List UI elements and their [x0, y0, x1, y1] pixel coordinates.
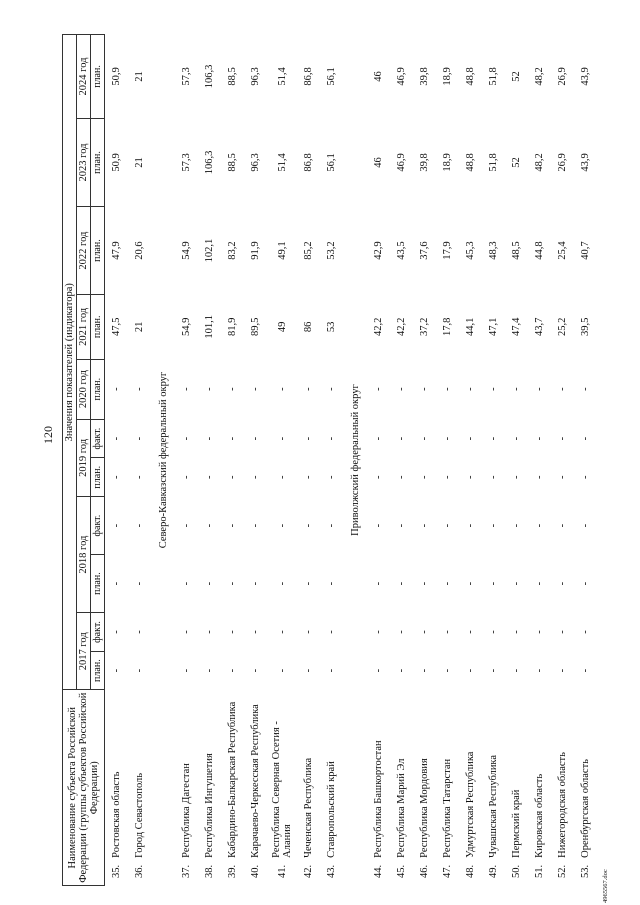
indicator-value: 49,1: [276, 241, 288, 260]
indicator-value: -: [396, 475, 407, 479]
indicator-value: -: [326, 436, 337, 441]
rotated-table-container: [62, 34, 612, 886]
indicator-value: -: [396, 630, 407, 634]
year-header-2024: 2024 год: [77, 35, 91, 119]
indicator-value: -: [250, 475, 261, 479]
row-number: 48.: [465, 864, 476, 878]
indicator-value: 48,2: [534, 67, 545, 86]
indicator-value: 45,3: [465, 241, 476, 260]
indicator-value: -: [276, 387, 288, 391]
indicator-value: -: [276, 475, 288, 479]
row-number: 47.: [442, 864, 453, 878]
indicator-value: -: [227, 387, 238, 391]
indicator-value: 44,1: [465, 317, 476, 337]
indicator-value: 86,8: [303, 153, 314, 172]
table-row: [459, 35, 482, 886]
indicator-value: 106,3: [204, 64, 215, 89]
subheader-plan: план.: [91, 651, 105, 690]
page-number: 120: [41, 426, 55, 444]
indicator-value: -: [488, 630, 499, 634]
indicator-value: -: [373, 581, 384, 586]
indicator-value: -: [557, 387, 568, 391]
indicator-value: 21: [134, 321, 145, 333]
indicator-value: -: [326, 630, 337, 634]
indicator-value: -: [465, 475, 476, 479]
year-header-2019: 2019 год: [77, 419, 91, 496]
indicator-value: -: [419, 668, 430, 673]
indicator-value: -: [326, 475, 337, 479]
indicator-value: 39,8: [419, 153, 430, 172]
indicator-value: -: [134, 475, 145, 479]
subheader-plan: план.: [91, 555, 105, 613]
row-number: 51.: [534, 864, 545, 878]
table-body: [105, 35, 598, 886]
indicator-value: -: [111, 581, 122, 586]
indicator-value: -: [419, 387, 430, 391]
indicator-value: 48,5: [511, 241, 522, 260]
indicator-value: -: [373, 387, 384, 391]
indicator-value: -: [373, 523, 384, 528]
indicator-value: -: [250, 523, 261, 528]
indicator-value: -: [227, 630, 238, 634]
indicator-value: 83,2: [227, 241, 238, 260]
table-row: [505, 35, 528, 886]
indicator-value: -: [442, 436, 453, 441]
indicator-value: -: [326, 387, 337, 391]
indicator-value: -: [511, 668, 522, 673]
indicator-value: 50,9: [111, 67, 122, 86]
subheader-fact: факт.: [91, 613, 105, 652]
indicator-value: 106,3: [204, 150, 215, 175]
indicator-value: -: [276, 668, 288, 673]
indicator-value: 39,8: [419, 67, 430, 86]
indicator-value: 51,4: [276, 153, 288, 172]
indicator-value: -: [396, 387, 407, 391]
indicator-value: -: [276, 630, 288, 634]
table-row: [267, 35, 297, 886]
indicator-value: -: [396, 581, 407, 586]
year-header-2017: 2017 год: [77, 613, 91, 690]
indicator-value: 49: [276, 321, 288, 333]
indicator-value: 85,2: [303, 241, 314, 260]
indicator-value: 18,9: [442, 67, 453, 86]
indicator-value: -: [465, 387, 476, 391]
indicator-value: -: [557, 523, 568, 528]
year-header-2018: 2018 год: [77, 497, 91, 613]
indicator-value: -: [181, 581, 192, 586]
indicator-value: -: [534, 475, 545, 479]
indicator-table: [62, 34, 597, 886]
indicator-value: -: [250, 630, 261, 634]
indicator-value: 51,4: [276, 67, 288, 86]
indicator-value: -: [442, 668, 453, 673]
indicator-value: 37,6: [419, 241, 430, 260]
indicator-value: -: [250, 668, 261, 673]
indicator-value: 53: [326, 321, 337, 333]
indicator-value: 52: [511, 71, 522, 82]
indicator-value: -: [442, 581, 453, 586]
table-row: [574, 35, 597, 886]
indicator-values-header: Значения показателей (индикатора): [63, 35, 77, 690]
indicator-value: -: [204, 475, 215, 479]
indicator-value: -: [303, 387, 314, 391]
subheader-plan: план.: [91, 35, 105, 119]
region-name-header: Наименование субъекта Российской Федерации (группы субъектов Российской Федерации): [63, 690, 105, 886]
indicator-value: -: [511, 436, 522, 441]
indicator-value: 86: [303, 321, 314, 333]
row-number: 50.: [511, 864, 522, 878]
indicator-value: -: [326, 581, 337, 586]
row-number: 36.: [134, 864, 145, 878]
indicator-value: -: [511, 387, 522, 391]
indicator-value: -: [250, 436, 261, 441]
indicator-value: -: [465, 436, 476, 441]
indicator-value: -: [111, 668, 122, 673]
region-name: Республика Татарстан: [442, 758, 453, 858]
indicator-value: -: [465, 581, 476, 586]
document-filename: 4965567.doc: [602, 869, 609, 903]
indicator-value: -: [488, 436, 499, 441]
federal-district-heading: Северо-Кавказский федеральный округ: [157, 371, 169, 549]
indicator-value: -: [227, 475, 238, 479]
row-number: 42.: [303, 864, 314, 878]
indicator-value: 46: [373, 157, 384, 168]
indicator-value: -: [227, 436, 238, 441]
indicator-value: -: [580, 436, 591, 441]
region-name: Оренбургская область: [580, 759, 591, 858]
indicator-value: 46,9: [396, 153, 407, 172]
region-name: Карачаево-Черкесская Республика: [250, 704, 261, 858]
indicator-value: -: [465, 668, 476, 673]
indicator-value: -: [303, 581, 314, 586]
indicator-value: -: [511, 581, 522, 586]
indicator-value: -: [396, 436, 407, 441]
indicator-value: 25,4: [557, 241, 568, 260]
indicator-value: 26,9: [557, 153, 568, 172]
indicator-value: -: [511, 630, 522, 634]
table-row: [221, 35, 244, 886]
indicator-value: -: [442, 475, 453, 479]
federal-district-heading: Приволжский федеральный округ: [349, 384, 361, 536]
indicator-value: -: [488, 668, 499, 673]
indicator-value: -: [419, 436, 430, 441]
indicator-value: -: [534, 668, 545, 673]
indicator-value: -: [303, 475, 314, 479]
indicator-value: 43,7: [534, 317, 545, 337]
indicator-value: -: [276, 523, 288, 528]
indicator-value: -: [181, 436, 192, 441]
indicator-value: -: [181, 387, 192, 391]
indicator-value: -: [276, 581, 288, 586]
indicator-value: -: [488, 387, 499, 391]
indicator-value: -: [488, 523, 499, 528]
indicator-value: -: [134, 387, 145, 391]
indicator-value: -: [373, 668, 384, 673]
table-row: [128, 35, 151, 886]
indicator-value: -: [134, 581, 145, 586]
indicator-value: -: [557, 475, 568, 479]
indicator-value: 44,8: [534, 241, 545, 260]
region-name: Пермский край: [511, 789, 522, 858]
indicator-value: -: [303, 630, 314, 634]
indicator-value: -: [511, 475, 522, 479]
indicator-value: 96,3: [250, 153, 261, 172]
region-name: Город Севастополь: [134, 772, 145, 858]
indicator-value: -: [181, 475, 192, 479]
row-number: 38.: [204, 864, 215, 878]
indicator-value: -: [419, 581, 430, 586]
subheader-fact: факт.: [91, 419, 105, 458]
table-row: [244, 35, 267, 886]
indicator-value: 86,8: [303, 67, 314, 86]
table-row: [105, 35, 129, 886]
indicator-value: -: [534, 581, 545, 586]
indicator-value: 42,2: [396, 317, 407, 337]
indicator-value: 102,1: [204, 238, 215, 263]
year-header-2021: 2021 год: [77, 295, 91, 359]
table-row: [528, 35, 551, 886]
indicator-value: -: [250, 581, 261, 586]
table-row: [198, 35, 221, 886]
indicator-value: -: [276, 436, 288, 441]
indicator-value: -: [326, 668, 337, 673]
row-number: 41.: [276, 864, 288, 878]
indicator-value: 26,9: [557, 67, 568, 86]
indicator-value: -: [488, 475, 499, 479]
indicator-value: -: [181, 630, 192, 634]
indicator-value: 88,5: [227, 153, 238, 172]
row-number: 35.: [111, 864, 122, 878]
indicator-value: 43,5: [396, 241, 407, 260]
row-number: 45.: [396, 864, 407, 878]
indicator-value: -: [227, 523, 238, 528]
indicator-value: -: [580, 475, 591, 479]
indicator-value: -: [111, 523, 122, 528]
indicator-value: 40,7: [580, 241, 591, 260]
indicator-value: -: [227, 668, 238, 673]
indicator-value: -: [134, 523, 145, 528]
indicator-value: 48,3: [488, 241, 499, 260]
indicator-value: 54,9: [181, 241, 192, 260]
table-header: [63, 35, 105, 886]
indicator-value: -: [204, 387, 215, 391]
indicator-value: -: [250, 387, 261, 391]
indicator-value: -: [227, 581, 238, 586]
subheader-plan: план.: [91, 118, 105, 206]
row-number: 53.: [580, 864, 591, 878]
indicator-value: -: [111, 475, 122, 479]
indicator-value: -: [134, 436, 145, 441]
region-name: Республика Марий Эл: [396, 758, 407, 858]
indicator-value: -: [534, 630, 545, 634]
indicator-value: 18,9: [442, 153, 453, 172]
row-number: 52.: [557, 864, 568, 878]
indicator-value: -: [134, 630, 145, 634]
subheader-plan: план.: [91, 207, 105, 295]
region-name: Республика Северная Осетия - Алания: [271, 721, 293, 858]
region-name: Нижегородская область: [557, 752, 568, 858]
indicator-value: 51,8: [488, 67, 499, 86]
section-row: [151, 35, 175, 886]
indicator-value: -: [557, 668, 568, 673]
indicator-value: -: [465, 523, 476, 528]
table-row: [413, 35, 436, 886]
indicator-value: 56,1: [326, 67, 337, 86]
region-name: Республика Ингушетия: [204, 753, 215, 858]
indicator-value: -: [442, 387, 453, 391]
indicator-value: 47,9: [111, 241, 122, 260]
indicator-value: -: [419, 523, 430, 528]
indicator-value: 52: [511, 157, 522, 168]
indicator-value: -: [580, 523, 591, 528]
indicator-value: -: [557, 436, 568, 441]
region-name: Республика Мордовия: [419, 758, 430, 858]
indicator-value: -: [442, 630, 453, 634]
indicator-value: -: [534, 523, 545, 528]
row-number: 40.: [250, 864, 261, 878]
region-name: Ростовская область: [111, 771, 122, 858]
indicator-value: -: [303, 523, 314, 528]
indicator-value: 21: [134, 157, 145, 168]
indicator-value: 91,9: [250, 241, 261, 260]
indicator-value: -: [134, 668, 145, 673]
indicator-value: 53,2: [326, 241, 337, 260]
indicator-value: 101,1: [204, 315, 215, 339]
year-header-2023: 2023 год: [77, 118, 91, 206]
region-name: Кировская область: [534, 773, 545, 858]
indicator-value: 57,3: [181, 153, 192, 172]
indicator-value: 17,8: [442, 317, 453, 337]
indicator-value: 46: [373, 71, 384, 82]
indicator-value: -: [111, 436, 122, 441]
indicator-value: -: [488, 581, 499, 586]
indicator-value: 47,4: [511, 317, 522, 337]
row-number: 39.: [227, 864, 238, 878]
indicator-value: -: [580, 630, 591, 634]
indicator-value: 48,2: [534, 153, 545, 172]
indicator-value: 43,9: [580, 153, 591, 172]
indicator-value: -: [557, 630, 568, 634]
indicator-value: -: [442, 523, 453, 528]
region-name: Удмуртская Республика: [465, 751, 476, 858]
section-row: [343, 35, 367, 886]
region-name: Кабардино-Балкарская Республика: [227, 701, 238, 858]
indicator-value: -: [373, 630, 384, 634]
indicator-value: 47,1: [488, 317, 499, 337]
indicator-value: -: [326, 523, 337, 528]
region-name: Ставропольский край: [326, 761, 337, 858]
indicator-value: 46,9: [396, 67, 407, 86]
indicator-value: 96,3: [250, 67, 261, 86]
row-number: 43.: [326, 864, 337, 878]
subheader-fact: факт.: [91, 497, 105, 555]
indicator-value: 48,8: [465, 67, 476, 86]
indicator-value: -: [419, 475, 430, 479]
table-row: [320, 35, 343, 886]
indicator-value: -: [465, 630, 476, 634]
indicator-value: -: [511, 523, 522, 528]
indicator-value: 39,5: [580, 317, 591, 337]
indicator-value: -: [580, 668, 591, 673]
table-row: [482, 35, 505, 886]
indicator-value: 88,5: [227, 67, 238, 86]
indicator-value: -: [181, 523, 192, 528]
indicator-value: 57,3: [181, 67, 192, 86]
indicator-value: 42,2: [373, 317, 384, 337]
indicator-value: 25,2: [557, 317, 568, 337]
year-header-2022: 2022 год: [77, 207, 91, 295]
indicator-value: 37,2: [419, 317, 430, 337]
indicator-value: 56,1: [326, 153, 337, 172]
row-number: 37.: [181, 864, 192, 878]
year-header-2020: 2020 год: [77, 359, 91, 419]
indicator-value: -: [396, 668, 407, 673]
region-name: Чувашская Республика: [488, 754, 499, 858]
indicator-value: 48,8: [465, 153, 476, 172]
indicator-value: -: [204, 523, 215, 528]
indicator-value: 47,5: [111, 317, 122, 337]
indicator-value: 54,9: [181, 317, 192, 337]
indicator-value: -: [204, 581, 215, 586]
indicator-value: 81,9: [227, 317, 238, 337]
table-row: [175, 35, 198, 886]
indicator-value: -: [396, 523, 407, 528]
table-row: [367, 35, 390, 886]
indicator-value: -: [303, 668, 314, 673]
indicator-value: 42,9: [373, 241, 384, 260]
subheader-plan: план.: [91, 295, 105, 359]
indicator-value: -: [580, 581, 591, 586]
indicator-value: -: [204, 668, 215, 673]
table-row: [297, 35, 320, 886]
indicator-value: 20,6: [134, 241, 145, 260]
row-number: 44.: [373, 864, 384, 878]
row-number: 46.: [419, 864, 430, 878]
indicator-value: -: [204, 436, 215, 441]
indicator-value: 43,9: [580, 67, 591, 86]
indicator-value: -: [111, 630, 122, 634]
indicator-value: -: [303, 436, 314, 441]
indicator-value: 89,5: [250, 317, 261, 337]
indicator-value: -: [580, 387, 591, 391]
indicator-value: -: [181, 668, 192, 673]
table-row: [390, 35, 413, 886]
indicator-value: 51,8: [488, 153, 499, 172]
row-number: 49.: [488, 864, 499, 878]
indicator-value: 21: [134, 71, 145, 82]
indicator-value: 17,9: [442, 241, 453, 260]
indicator-value: -: [373, 436, 384, 441]
region-name: Чеченская Республика: [303, 757, 314, 858]
indicator-value: 50,9: [111, 153, 122, 172]
region-name: Республика Дагестан: [181, 763, 192, 858]
indicator-value: -: [111, 387, 122, 391]
subheader-plan: план.: [91, 458, 105, 497]
region-name: Республика Башкортостан: [373, 740, 384, 858]
table-row: [436, 35, 459, 886]
indicator-value: -: [373, 475, 384, 479]
table-row: [551, 35, 574, 886]
indicator-value: -: [419, 630, 430, 634]
subheader-plan: план.: [91, 359, 105, 419]
indicator-value: -: [557, 581, 568, 586]
indicator-value: -: [534, 387, 545, 391]
indicator-value: -: [534, 436, 545, 441]
indicator-value: -: [204, 630, 215, 634]
